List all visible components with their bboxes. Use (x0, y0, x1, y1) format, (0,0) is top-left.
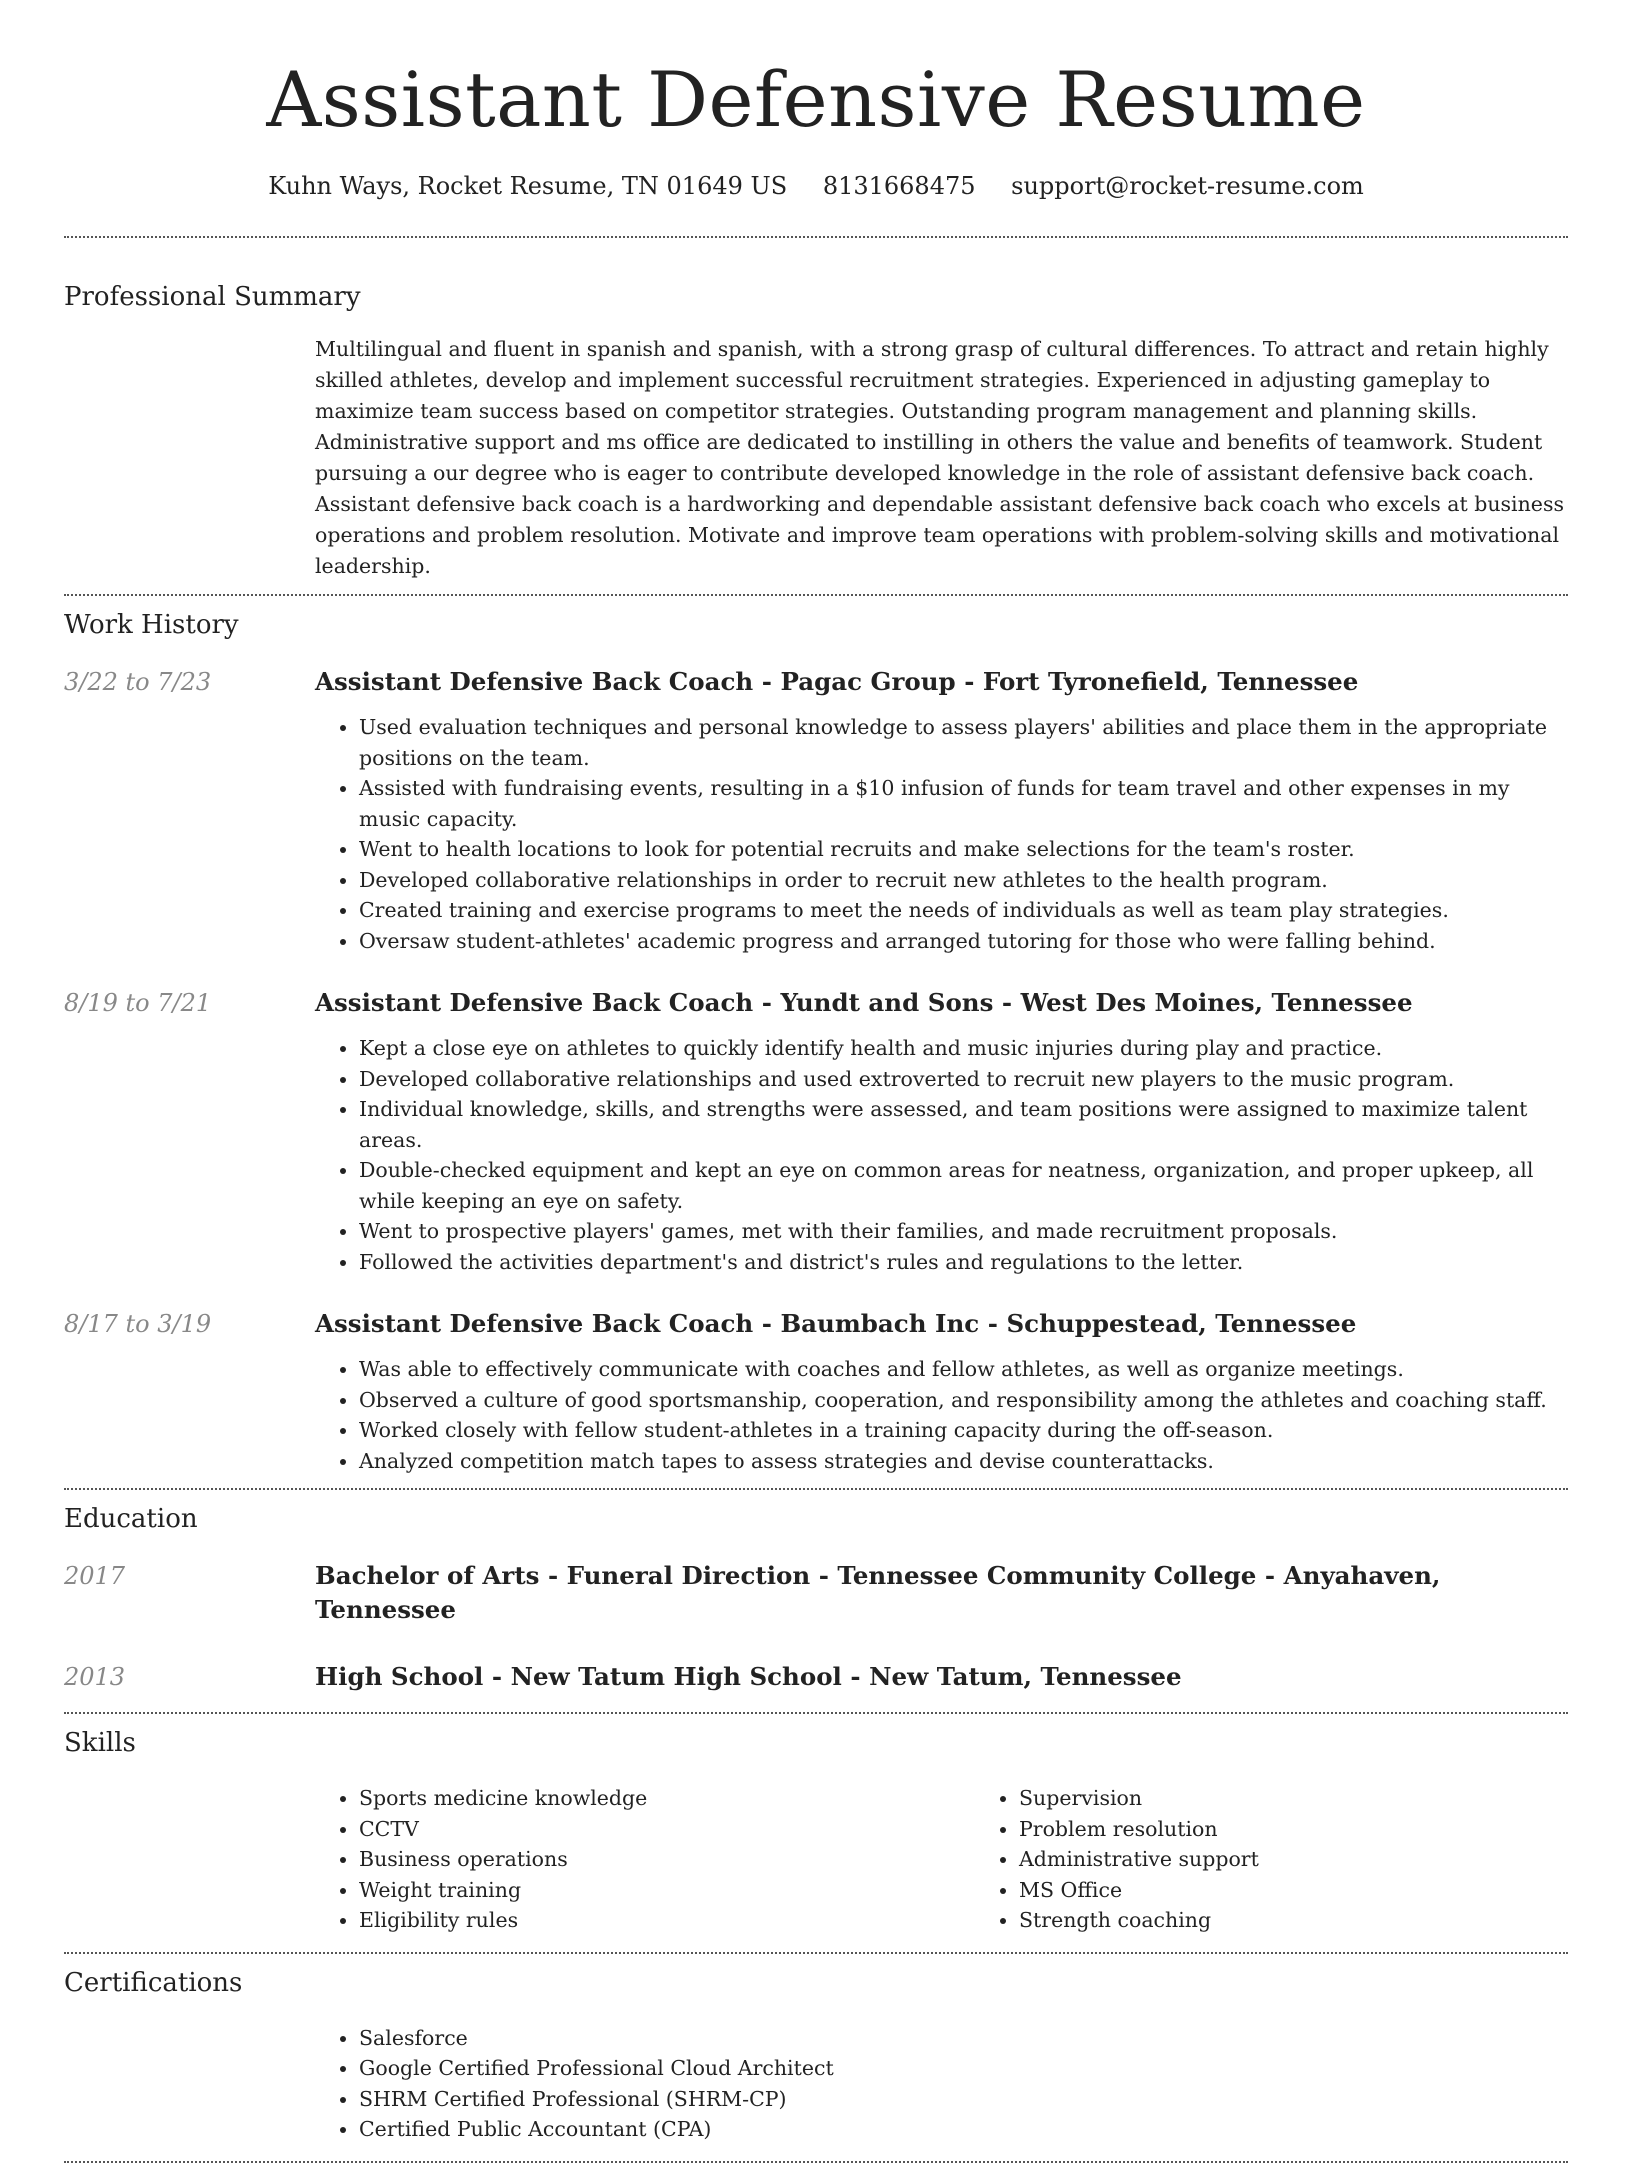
skills-grid (315, 1783, 1568, 1936)
job-entry (64, 665, 1568, 956)
certification-item: • Salesforce (359, 2023, 1568, 2054)
job-bullets (315, 712, 1568, 956)
skill-item: • Problem resolution (1019, 1814, 1632, 1845)
job-bullet: • Developed collaborative relationships in order to recruit new athletes to the health program. (359, 865, 1568, 896)
skills-list-right (975, 1783, 1632, 1936)
job-bullet: • Worked closely with fellow student-athletes in a training capacity during the off-season. (359, 1415, 1568, 1446)
job-dates: 3/22 to 7/23 (64, 668, 212, 696)
job-heading: Assistant Defensive Back Coach - Baumbach Inc - Schuppestead, Tennessee (315, 1309, 1357, 1338)
job-bullet: • Used evaluation techniques and personal knowledge to assess players' abilities and place them in the appropriate positions on the team. (359, 712, 1568, 773)
job-bullet: • Individual knowledge, skills, and strengths were assessed, and team positions were assigned to maximize talent areas. (359, 1094, 1568, 1155)
section-divider (64, 1488, 1568, 1490)
contact-address: Kuhn Ways, Rocket Resume, TN 01649 US (268, 172, 788, 200)
summary-text: Multilingual and fluent in spanish and spanish, with a strong grasp of cultural differences. To attract and retain highly skilled athletes, develop and implement successful recruitment strategies. Experienced in adjusting gameplay to maximize team success based on competitor strategies. Outstanding program management and planning skills. Administrative support and ms office are dedicated to instilling in others the value and benefits of teamwork. Student pursuing a our degree who is eager to contribute developed knowledge in the role of assistant defensive back coach. Assistant defensive back coach is a hardworking and dependable assistant defensive back coach who excels at business operations and problem resolution. Motivate and improve team operations with problem-solving skills and motivational leadership. (315, 337, 1564, 578)
skill-item: • CCTV (359, 1814, 975, 1845)
job-bullet: • Oversaw student-athletes' academic progress and arranged tutoring for those who were falling behind. (359, 926, 1568, 957)
skill-item: • Strength coaching (1019, 1905, 1632, 1936)
job-bullets (315, 1354, 1568, 1476)
job-bullet: • Kept a close eye on athletes to quickly identify health and music injuries during play and practice. (359, 1033, 1568, 1064)
education-entry (64, 1559, 1568, 1627)
job-bullet: • Was able to effectively communicate with coaches and fellow athletes, as well as organize meetings. (359, 1354, 1568, 1385)
job-bullet: • Double-checked equipment and kept an eye on common areas for neatness, organization, and proper upkeep, all while keeping an eye on safety. (359, 1155, 1568, 1216)
certifications-list (315, 2023, 1568, 2145)
section-divider (64, 1952, 1568, 1954)
work-history-heading: Work History (64, 610, 239, 640)
job-bullets (315, 1033, 1568, 1277)
skill-item: • Supervision (1019, 1783, 1632, 1814)
skills-list-left (315, 1783, 975, 1936)
certifications-heading: Certifications (64, 1967, 243, 1998)
job-bullet: • Went to prospective players' games, met with their families, and made recruitment proposals. (359, 1216, 1568, 1247)
work-history-section (64, 608, 1568, 1476)
contact-phone: 8131668475 (822, 172, 976, 200)
skill-item: • Eligibility rules (359, 1905, 975, 1936)
job-heading: Assistant Defensive Back Coach - Yundt and Sons - West Des Moines, Tennessee (315, 988, 1413, 1017)
education-year: 2013 (64, 1663, 126, 1691)
job-dates: 8/17 to 3/19 (64, 1310, 212, 1338)
section-divider (64, 1712, 1568, 1714)
resume-title: Assistant Defensive Resume (266, 55, 1366, 144)
job-bullet: • Analyzed competition match tapes to assess strategies and devise counterattacks. (359, 1446, 1568, 1477)
section-divider (64, 236, 1568, 238)
job-entry (64, 986, 1568, 1277)
job-bullet: • Created training and exercise programs to meet the needs of individuals as well as team play strategies. (359, 895, 1568, 926)
education-year: 2017 (64, 1562, 126, 1590)
job-bullet: • Followed the activities department's and district's rules and regulations to the letter. (359, 1247, 1568, 1278)
job-bullet: • Observed a culture of good sportsmanship, cooperation, and responsibility among the athletes and coaching staff. (359, 1385, 1568, 1416)
skill-item: • Weight training (359, 1875, 975, 1906)
education-heading: Education (64, 1504, 198, 1534)
section-divider (64, 2161, 1568, 2163)
education-section (64, 1502, 1568, 1694)
summary-section (64, 280, 1568, 582)
job-bullet: • Developed collaborative relationships and used extroverted to recruit new players to the music program. (359, 1064, 1568, 1095)
resume-header (64, 0, 1568, 202)
job-dates: 8/19 to 7/21 (64, 989, 212, 1017)
education-heading-line: Bachelor of Arts - Funeral Direction - Tennessee Community College - Anyahaven, Tennessee (315, 1561, 1441, 1624)
contact-email: support@rocket-resume.com (1011, 172, 1364, 200)
summary-heading: Professional Summary (64, 282, 361, 312)
skills-heading: Skills (64, 1728, 136, 1758)
job-bullet: • Went to health locations to look for potential recruits and make selections for the team's roster. (359, 834, 1568, 865)
skill-item: • Sports medicine knowledge (359, 1783, 975, 1814)
skill-item: • Administrative support (1019, 1844, 1632, 1875)
section-divider (64, 594, 1568, 596)
certification-item: • Google Certified Professional Cloud Architect (359, 2053, 1568, 2084)
job-heading: Assistant Defensive Back Coach - Pagac Group - Fort Tyronefield, Tennessee (315, 667, 1359, 696)
certifications-section (64, 1966, 1568, 2145)
skill-item: • Business operations (359, 1844, 975, 1875)
education-entry (64, 1660, 1568, 1694)
skill-item: • MS Office (1019, 1875, 1632, 1906)
contact-line (64, 170, 1568, 202)
certification-item: • SHRM Certified Professional (SHRM-CP) (359, 2084, 1568, 2115)
certification-item: • Certified Public Accountant (CPA) (359, 2114, 1568, 2145)
skills-section (64, 1726, 1568, 1936)
education-heading-line: High School - New Tatum High School - New Tatum, Tennessee (315, 1662, 1182, 1691)
job-entry (64, 1307, 1568, 1476)
job-bullet: • Assisted with fundraising events, resulting in a $10 infusion of funds for team travel and other expenses in my music capacity. (359, 773, 1568, 834)
